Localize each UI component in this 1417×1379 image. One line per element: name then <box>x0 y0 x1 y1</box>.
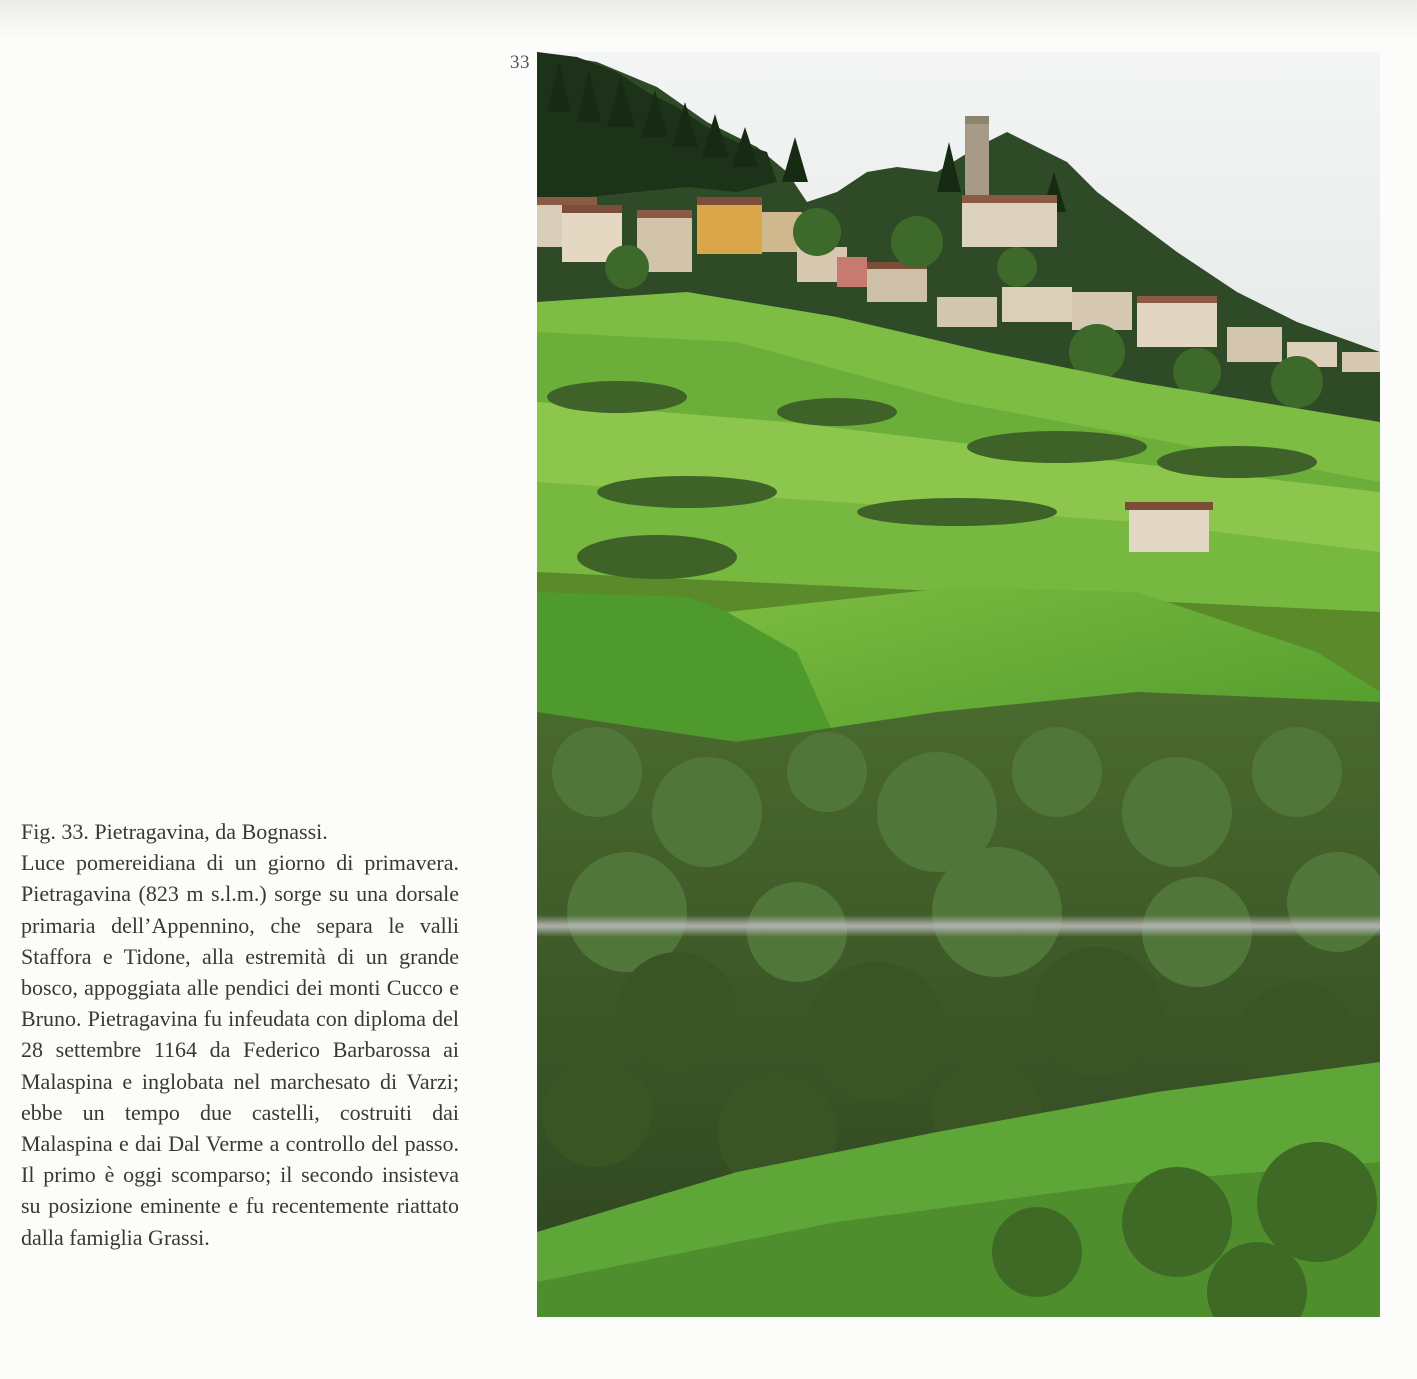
landscape-photo-illustration <box>537 52 1380 1317</box>
figure-caption <box>21 816 459 1253</box>
scan-shading <box>0 0 1417 40</box>
castle-tower <box>965 120 989 200</box>
caption-title: Fig. 33. Pietragavina, da Bognassi. <box>21 819 328 844</box>
caption-body: Luce pomereidiana di un giorno di primavera. Pietragavina (823 m s.l.m.) sorge su una dorsale primaria dell’Appennino, che separa le valli Staffora e Tidone, alla estremità di un grande bosco, appoggiata alle pendici dei monti Cucco e Bruno. Pietragavina fu infeudata con diploma del 28 settembre 1164 da Federico Barbarossa ai Malaspina e inglobata nel marchesato di Varzi; ebbe un tempo due castelli, costruiti dai Malaspina e dai Dal Verme a controllo del passo. Il primo è oggi scomparso; il secondo insisteva su posizione eminente e fu recentemente riattato dalla famiglia Grassi. <box>21 850 459 1250</box>
page-number: 33 <box>510 52 530 73</box>
landscape-photograph <box>537 52 1380 1317</box>
farmhouse <box>1129 507 1209 552</box>
